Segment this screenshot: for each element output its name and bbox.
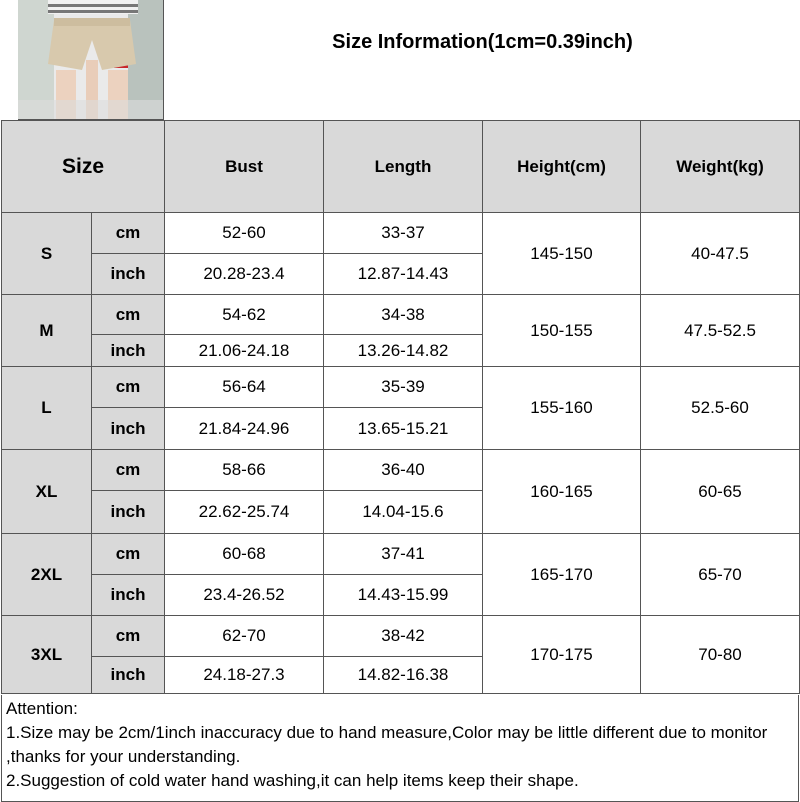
page-title: Size Information(1cm=0.39inch) — [332, 31, 633, 53]
size-label: L — [2, 367, 92, 450]
table-row — [2, 213, 800, 254]
shorts-photo-image — [18, 0, 163, 119]
length-value: 13.65-15.21 — [324, 408, 483, 450]
bust-value: 56-64 — [165, 367, 324, 408]
height-value: 170-175 — [483, 616, 641, 694]
table-row — [2, 367, 800, 408]
unit-label: cm — [92, 534, 165, 575]
bust-value: 22.62-25.74 — [165, 491, 324, 534]
length-value: 38-42 — [324, 616, 483, 657]
table-row — [2, 295, 800, 335]
unit-label: cm — [92, 295, 165, 335]
size-label: 3XL — [2, 616, 92, 694]
length-value: 13.26-14.82 — [324, 335, 483, 367]
column-header-size: Size — [2, 121, 165, 213]
unit-label: inch — [92, 491, 165, 534]
length-value: 12.87-14.43 — [324, 254, 483, 295]
bust-value: 21.84-24.96 — [165, 408, 324, 450]
table-header-row — [2, 121, 800, 213]
weight-value: 60-65 — [641, 450, 800, 534]
bust-value: 52-60 — [165, 213, 324, 254]
note-line-2: 2.Suggestion of cold water hand washing,it can help items keep their shape. — [6, 771, 579, 790]
table-row — [2, 450, 800, 491]
bust-value: 58-66 — [165, 450, 324, 491]
bust-value: 21.06-24.18 — [165, 335, 324, 367]
bust-value: 24.18-27.3 — [165, 657, 324, 694]
length-value: 37-41 — [324, 534, 483, 575]
attention-notes — [1, 695, 799, 802]
size-label: M — [2, 295, 92, 367]
bust-value: 23.4-26.52 — [165, 575, 324, 616]
weight-value: 52.5-60 — [641, 367, 800, 450]
length-value: 33-37 — [324, 213, 483, 254]
length-value: 36-40 — [324, 450, 483, 491]
bust-value: 60-68 — [165, 534, 324, 575]
size-label: XL — [2, 450, 92, 534]
length-value: 34-38 — [324, 295, 483, 335]
unit-label: inch — [92, 335, 165, 367]
unit-label: inch — [92, 575, 165, 616]
length-value: 14.04-15.6 — [324, 491, 483, 534]
height-value: 145-150 — [483, 213, 641, 295]
column-header-height: Height(cm) — [483, 121, 641, 213]
unit-label: cm — [92, 213, 165, 254]
bust-value: 62-70 — [165, 616, 324, 657]
height-value: 155-160 — [483, 367, 641, 450]
weight-value: 47.5-52.5 — [641, 295, 800, 367]
weight-value: 65-70 — [641, 534, 800, 616]
unit-label: cm — [92, 450, 165, 491]
weight-value: 70-80 — [641, 616, 800, 694]
unit-label: inch — [92, 254, 165, 295]
unit-label: cm — [92, 616, 165, 657]
column-header-weight: Weight(kg) — [641, 121, 800, 213]
header — [0, 0, 800, 120]
notes-heading: Attention: — [6, 699, 78, 718]
table-row — [2, 616, 800, 657]
table-row — [2, 534, 800, 575]
column-header-bust: Bust — [165, 121, 324, 213]
bust-value: 20.28-23.4 — [165, 254, 324, 295]
column-header-length: Length — [324, 121, 483, 213]
weight-value: 40-47.5 — [641, 213, 800, 295]
size-label: S — [2, 213, 92, 295]
length-value: 14.43-15.99 — [324, 575, 483, 616]
unit-label: inch — [92, 657, 165, 694]
note-line-1: 1.Size may be 2cm/1inch inaccuracy due to hand measure,Color may be little different due to monitor ,thanks for your understanding. — [6, 723, 768, 766]
unit-label: cm — [92, 367, 165, 408]
height-value: 150-155 — [483, 295, 641, 367]
bust-value: 54-62 — [165, 295, 324, 335]
height-value: 160-165 — [483, 450, 641, 534]
product-photo — [18, 0, 164, 120]
length-value: 35-39 — [324, 367, 483, 408]
size-label: 2XL — [2, 534, 92, 616]
height-value: 165-170 — [483, 534, 641, 616]
size-table — [1, 120, 800, 694]
unit-label: inch — [92, 408, 165, 450]
length-value: 14.82-16.38 — [324, 657, 483, 694]
